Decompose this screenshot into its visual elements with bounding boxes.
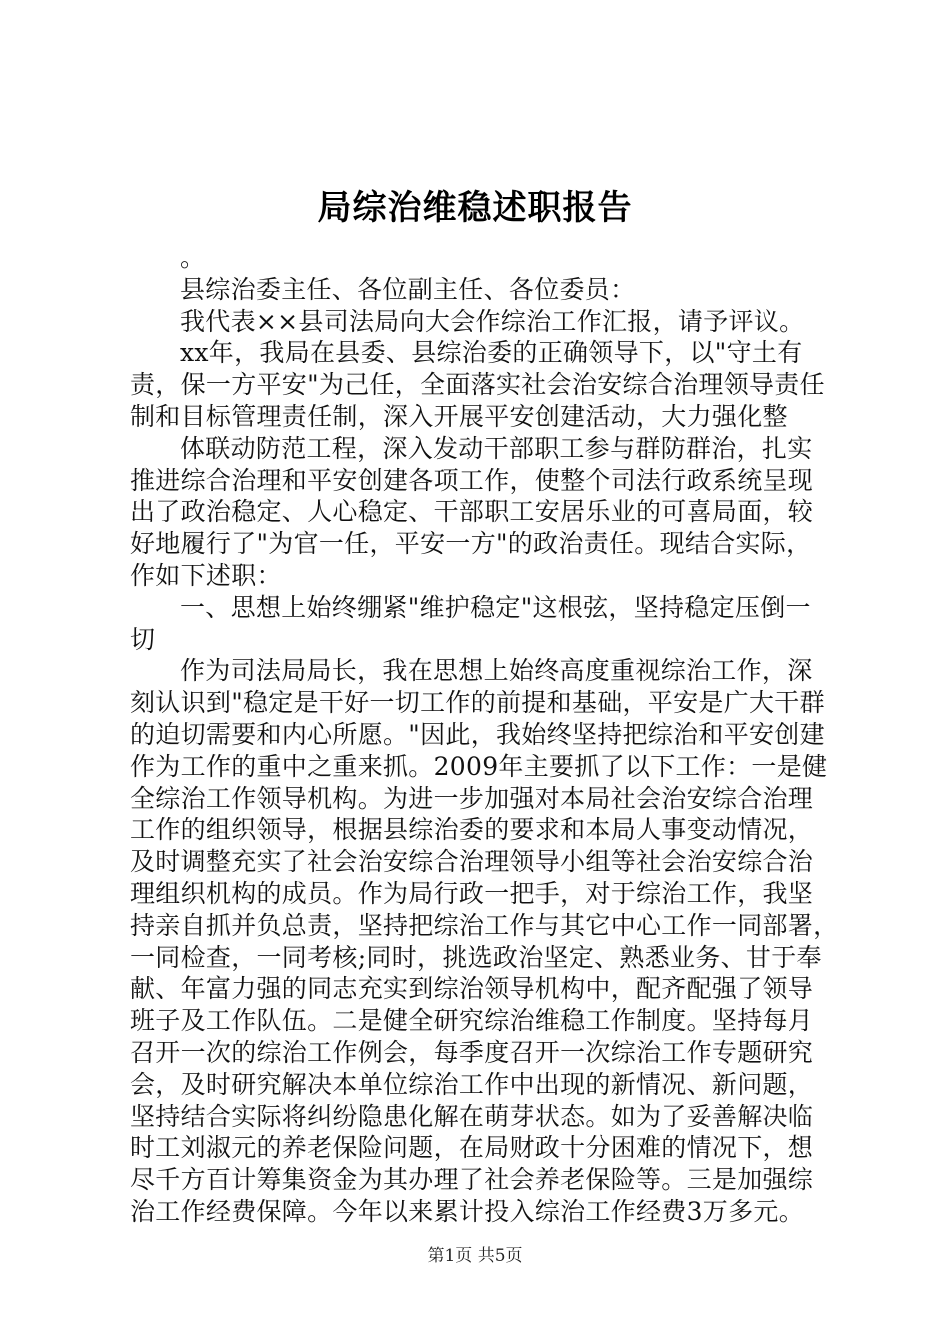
text-line: xx年，我局在县委、县综治委的正确领导下，以"守土有: [180, 338, 803, 368]
text-line: 时工刘淑元的养老保险问题，在局财政十分困难的情况下，想: [130, 1133, 814, 1163]
text-line: 作为司法局局长，我在思想上始终高度重视综治工作，深: [180, 656, 813, 686]
text-line: 切: [130, 624, 156, 654]
text-line: 。: [180, 243, 206, 272]
document-title: 局综治维稳述职报告: [317, 188, 633, 228]
text-line: 好地履行了"为官一任，平安一方"的政治责任。现结合实际，: [130, 529, 812, 559]
text-line: 刻认识到"稳定是干好一切工作的前提和基础，平安是广大干群: [130, 688, 825, 718]
text-line: 的迫切需要和内心所愿。"因此，我始终坚持把综治和平安创建: [130, 719, 825, 749]
text-line: 坚持结合实际将纠纷隐患化解在萌芽状态。如为了妥善解决临: [130, 1101, 814, 1131]
text-line: 工作的组织领导，根据县综治委的要求和本局人事变动情况，: [130, 815, 814, 845]
text-line: 我代表××县司法局向大会作综治工作汇报，请予评议。: [180, 306, 805, 336]
text-line: 会，及时研究解决本单位综治工作中出现的新情况、新问题，: [130, 1069, 814, 1099]
text-line: 出了政治稳定、人心稳定、干部职工安居乐业的可喜局面，较: [130, 497, 814, 527]
text-line: 治工作经费保障。今年以来累计投入综治工作经费3万多元。: [130, 1196, 805, 1226]
text-line: 理组织机构的成员。作为局行政一把手，对于综治工作，我坚: [130, 878, 814, 908]
text-line: 一、思想上始终绷紧"维护稳定"这根弦，坚持稳定压倒一: [180, 592, 811, 622]
page-footer: 第1页 共5页: [427, 1246, 523, 1266]
text-line: 持亲自抓并负总责，坚持把综治工作与其它中心工作一同部署，: [130, 910, 839, 940]
text-line: 责，保一方平安"为己任，全面落实社会治安综合治理领导责任: [130, 370, 825, 400]
text-line: 制和目标管理责任制，深入开展平安创建活动，大力强化整: [130, 401, 788, 431]
document-body: [130, 242, 839, 1228]
text-line: 体联动防范工程，深入发动干部职工参与群防群治，扎实: [180, 433, 813, 463]
text-line: 一同检查，一同考核;同时，挑选政治坚定、熟悉业务、甘于奉: [130, 942, 822, 972]
text-line: 尽千方百计筹集资金为其办理了社会养老保险等。三是加强综: [130, 1165, 814, 1195]
text-line: 召开一次的综治工作例会，每季度召开一次综治工作专题研究: [130, 1037, 814, 1067]
text-line: 推进综合治理和平安创建各项工作，使整个司法行政系统呈现: [130, 465, 814, 495]
text-line: 献、年富力强的同志充实到综治领导机构中，配齐配强了领导: [130, 974, 814, 1004]
text-line: 及时调整充实了社会治安综合治理领导小组等社会治安综合治: [130, 847, 814, 877]
text-line: 作为工作的重中之重来抓。2009年主要抓了以下工作：一是健: [130, 751, 828, 781]
text-line: 班子及工作队伍。二是健全研究综治维稳工作制度。坚持每月: [130, 1006, 814, 1036]
text-line: 作如下述职：: [130, 560, 282, 590]
text-line: 全综治工作领导机构。为进一步加强对本局社会治安综合治理: [130, 783, 814, 813]
text-line: 县综治委主任、各位副主任、各位委员：: [180, 274, 636, 304]
